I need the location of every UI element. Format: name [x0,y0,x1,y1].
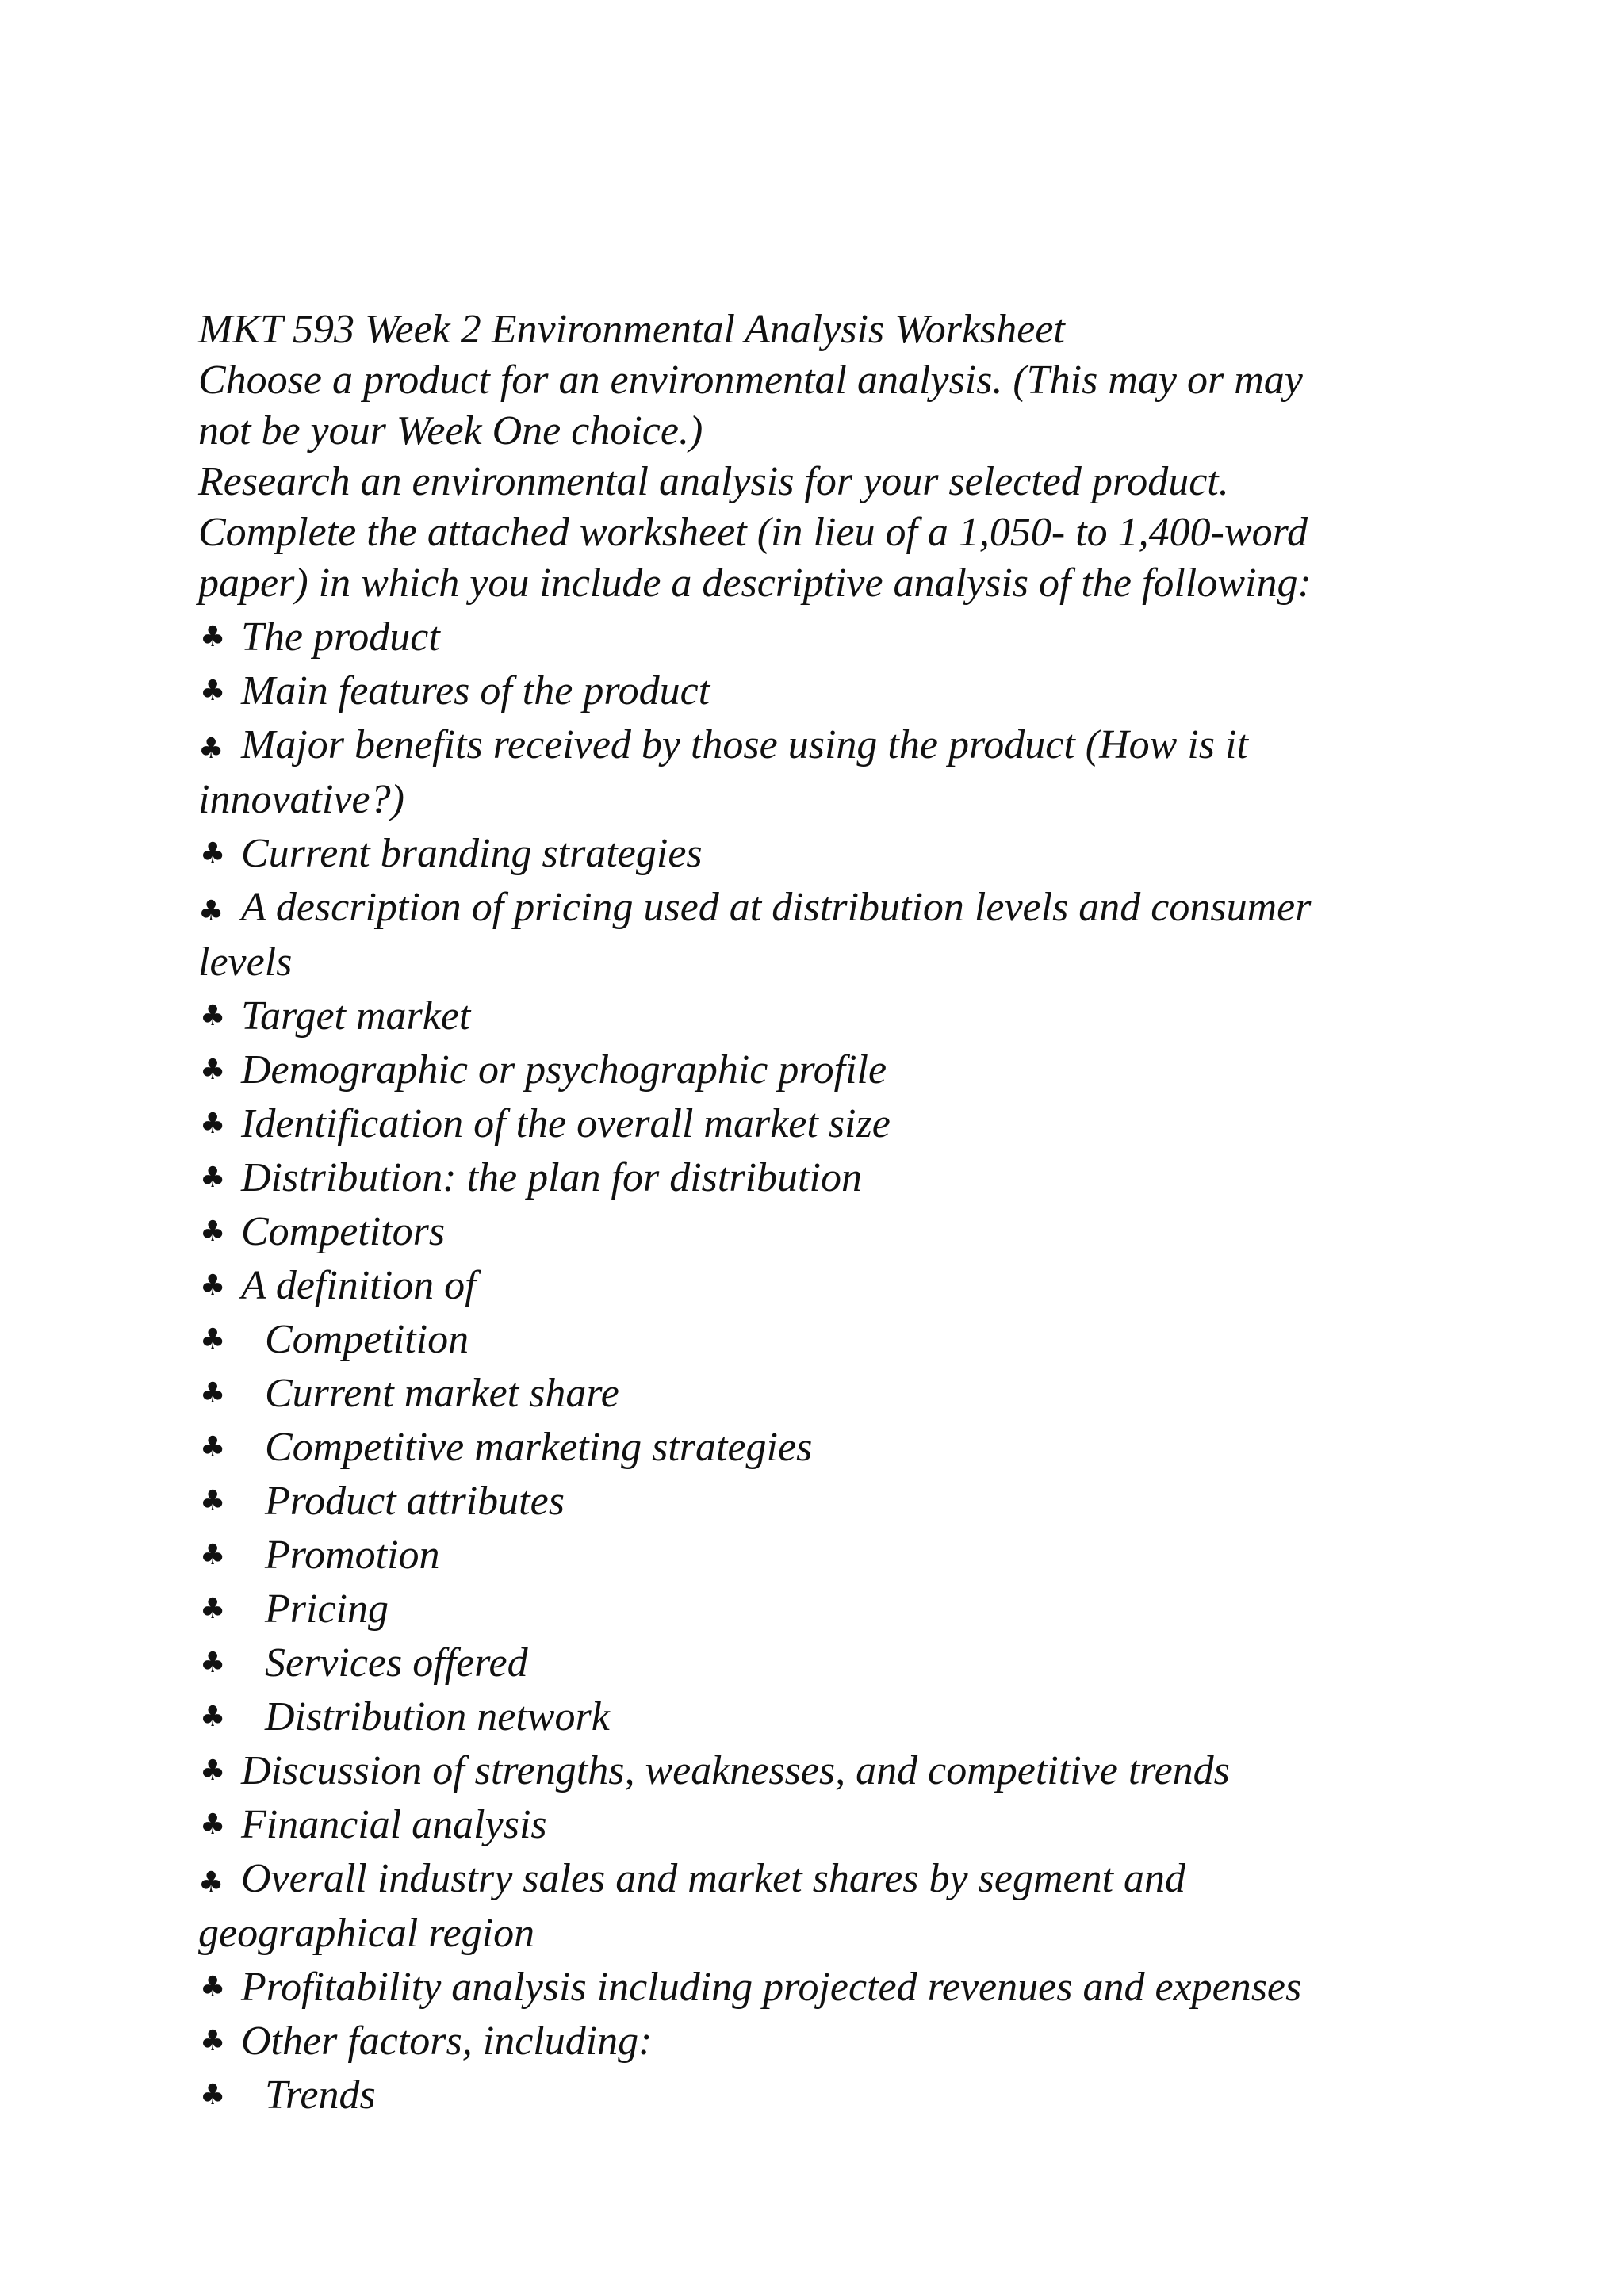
sub-list-item [198,1692,1435,1743]
sub-list-item [198,1584,1435,1635]
requirements-list [198,612,1435,2121]
list-item-text: Target market [241,993,471,1039]
club-suit-icon: ♣ [198,895,224,928]
club-suit-icon: ♣ [200,621,226,653]
list-item-text: Demographic or psychographic profile [241,1047,887,1093]
club-suit-icon: ♣ [200,1269,226,1302]
list-item-text: Current market share [265,1371,619,1416]
intro-line: paper) in which you include a descriptive analysis of the following: [198,561,1312,606]
club-suit-icon: ♣ [198,733,224,765]
club-suit-icon: ♣ [200,1323,226,1356]
club-suit-icon: ♣ [200,1000,226,1032]
list-item-text: Pricing [265,1586,389,1632]
list-item-text: Other factors, including: [241,2019,653,2064]
club-suit-icon: ♣ [200,1971,226,2003]
sub-list-item [198,2070,1435,2121]
list-item-text: Distribution network [265,1694,610,1739]
list-item-text: Competitors [241,1209,446,1254]
list-item [198,612,1435,663]
list-item [198,1800,1435,1850]
list-item [198,1962,1435,2013]
list-item-text: Profitability analysis including projected revenues and expenses [241,1965,1302,2010]
intro-line: Choose a product for an environmental analysis. (This may or may [198,358,1303,403]
list-item-text: Promotion [265,1533,440,1578]
club-suit-icon: ♣ [200,675,226,707]
document-title: MKT 593 Week 2 Environmental Analysis Worksheet [198,307,1065,352]
list-item-text: Trends [265,2072,376,2118]
list-item [198,1746,1435,1797]
list-item-text: Competitive marketing strategies [265,1425,813,1470]
sub-list-item [198,1314,1435,1365]
list-item [198,991,1435,1042]
list-item [198,1099,1435,1150]
sub-list-item [198,1476,1435,1527]
list-item-continuation: innovative?) [198,777,404,822]
list-item-text: Current branding strategies [241,831,703,876]
list-item-text: A definition of [241,1263,477,1308]
club-suit-icon: ♣ [200,1215,226,1248]
list-item-text: Identification of the overall market size [241,1101,891,1146]
list-item-text: Competition [265,1317,469,1362]
club-suit-icon: ♣ [200,1377,226,1410]
sub-list-item [198,1368,1435,1419]
list-item-text: Main features of the product [241,668,710,714]
list-item-text: Major benefits received by those using the product (How is it [241,722,1248,767]
club-suit-icon: ♣ [200,837,226,870]
list-item-text: A description of pricing used at distribution levels and consumer [241,885,1312,930]
intro-line: Complete the attached worksheet (in lieu of a 1,050- to 1,400-word [198,510,1308,555]
list-item [198,1854,1435,1959]
list-item [198,1207,1435,1257]
list-item [198,1045,1435,1096]
club-suit-icon: ♣ [200,1701,226,1733]
list-item-text: Services offered [265,1640,528,1686]
club-suit-icon: ♣ [200,1161,226,1194]
list-item-continuation: geographical region [198,1911,535,1956]
club-suit-icon: ♣ [200,1755,226,1787]
club-suit-icon: ♣ [200,2025,226,2057]
sub-list-item [198,1422,1435,1473]
sub-list-item [198,1638,1435,1689]
club-suit-icon: ♣ [200,1485,226,1517]
list-item-text: Overall industry sales and market shares by segment and [241,1856,1186,1901]
list-item-text: Distribution: the plan for distribution [241,1155,862,1200]
list-item-text: Discussion of strengths, weaknesses, and competitive trends [241,1748,1230,1793]
list-item [198,1153,1435,1203]
club-suit-icon: ♣ [200,1431,226,1464]
club-suit-icon: ♣ [200,1054,226,1086]
list-item [198,666,1435,717]
sub-list-item [198,1530,1435,1581]
list-item [198,1261,1435,1311]
club-suit-icon: ♣ [200,1108,226,1140]
club-suit-icon: ♣ [200,1539,226,1571]
list-item-text: Financial analysis [241,1802,547,1847]
list-item-text: Product attributes [265,1479,565,1524]
club-suit-icon: ♣ [200,1808,226,1841]
club-suit-icon: ♣ [200,2079,226,2111]
club-suit-icon: ♣ [198,1866,224,1899]
list-item [198,2016,1435,2067]
list-item-continuation: levels [198,939,293,985]
list-item [198,882,1435,988]
club-suit-icon: ♣ [200,1647,226,1679]
list-item [198,828,1435,879]
list-item-text: The product [241,614,440,660]
document-body [198,304,1435,2124]
list-item [198,720,1435,825]
intro-line: not be your Week One choice.) [198,408,703,453]
club-suit-icon: ♣ [200,1593,226,1625]
intro-line: Research an environmental analysis for your selected product. [198,459,1229,504]
